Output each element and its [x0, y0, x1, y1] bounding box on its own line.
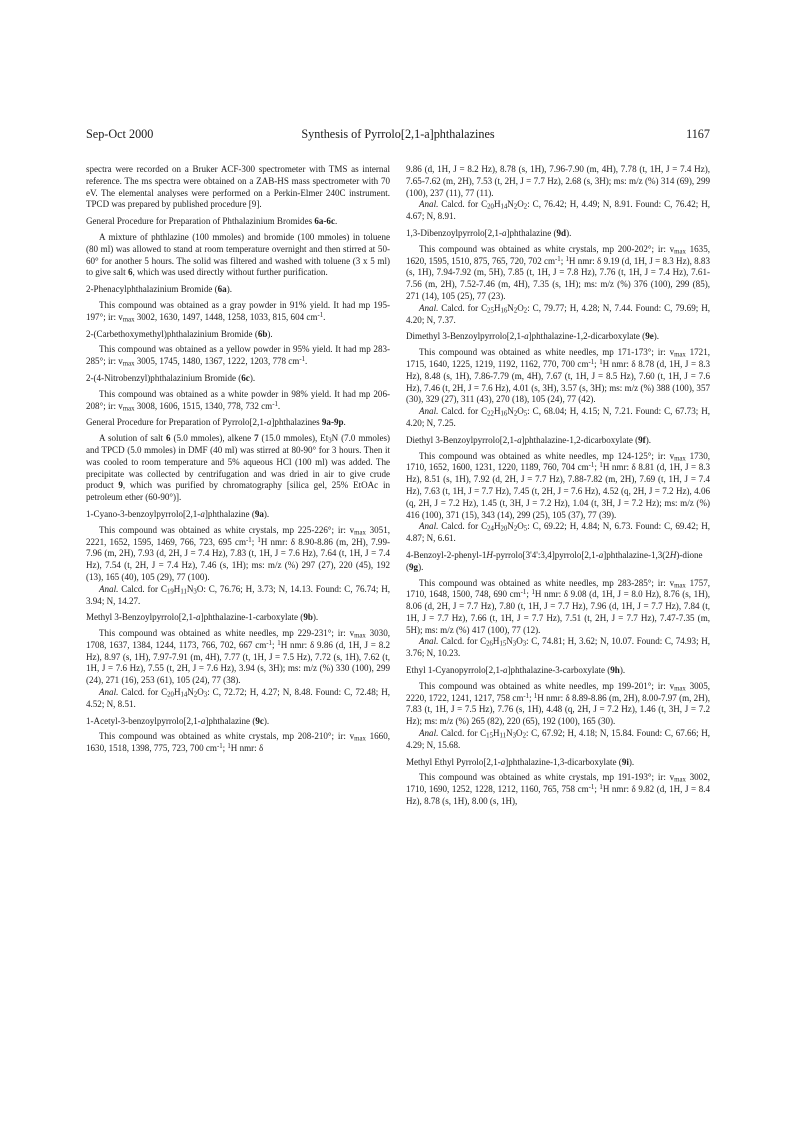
- section-heading: 1-Cyano-3-benzoylpyrrolo[2,1-a]phthalazine (9a).: [86, 508, 270, 519]
- running-head: [86, 126, 710, 142]
- section-heading: Diethyl 3-Benzoylpyrrolo[2,1-a]phthalazine-1,2-dicarboxylate (9f).: [406, 434, 651, 445]
- body-paragraph: This compound was obtained as white needles, mp 283-285°; ir: $v_{max}$ 1757, 1710, 1648, 1500, 748, 690 $cm^{-1}$; $^1$H nmr: δ 9.08 (d, 1H, J = 8.0 Hz), 8.76 (s, 1H), 8.06 (d, 2H, J = 7.7 Hz), 7.80 (t, 1H, J = 7.7 Hz), 7.96 (d, 1H, J = 7.7 Hz), 7.84 (t, 1H, J = 7.7 Hz), 7.66 (t, 1H, J = 7.7 Hz), 7.51 (t, 2H, J = 7.7 Hz), 7.47-7.35 (m, 5H); ms: m/z (%) 417 (100), 77 (12).: [406, 577, 710, 635]
- issue-date: Sep-Oct 2000: [86, 127, 154, 141]
- article-title: Synthesis of Pyrrolo[2,1-a]phthalazines: [301, 127, 495, 141]
- section-heading: Methyl 3-Benzoylpyrrolo[2,1-a]phthalazine-1-carboxylate (9b).: [86, 612, 319, 623]
- body-paragraph: A mixture of phthlazine (100 mmoles) and bromide (100 mmoles) in toluene (80 ml) was allowed to stand at room temperature overnight and then stirred at 50-60° for another 5 hours. The solid was filtered and washed with toluene (3 x 5 ml) to give salt 6, which was used directly without further purification.: [86, 231, 390, 278]
- section-heading: 2-(Carbethoxymethyl)phthalazinium Bromide (6b).: [86, 328, 273, 339]
- body-paragraph: This compound was obtained as white needles, mp 171-173°; ir: $v_{max}$ 1721, 1715, 1640, 1225, 1219, 1192, 1162, 770, 700 $cm^{-1}$; $^1$H nmr: δ 8.78 (d, 1H, J = 8.3 Hz), 8.48 (s, 1H), 7.86-7.79 (m, 4H), 7.67 (t, 1H, J = 8.5 Hz), 7.60 (t, 1H, J = 7.6 Hz), 7.46 (t, 2H, J = 7.6 Hz), 4.01 (s, 3H), 3.57 (s, 3H); ms: m/z (%) 388 (100), 357 (30), 329 (27), 311 (43), 270 (18), 105 (24), 77 (42).: [406, 347, 711, 405]
- body-paragraph: This compound was obtained as a white powder in 98% yield. It had mp 206-208°; ir: $v_{max}$ 3008, 1606, 1515, 1340, 778, 732 $cm^{-1}$.: [86, 388, 390, 413]
- body-paragraph: A solution of salt 6 (5.0 mmoles), alkene 7 (15.0 mmoles), $Et_3N$ (7.0 mmoles) and TPCD (5.0 mmoles) in DMF (40 ml) was stirred at 80-90° for 3 hours. Then it was cooled to room temperature and 5% aqueous HCl (100 ml) was added. The precipitate was collected by centrifugation and was dried in air to give crude product 9, which was purified by chromatography [silica gel, 25% EtOAc in petroleum ether (60-90°)].: [86, 433, 390, 503]
- right-column: [406, 164, 710, 808]
- body-paragraph: Anal. Calcd. for $C_{19}H_{11}N_3O$: C, 76.76; H, 3.73; N, 14.13. Found: C, 76.74; H, 3.94; N, 14.27.: [86, 583, 391, 606]
- body-paragraph: This compound was obtained as white needles, mp 229-231°; ir: $v_{max}$ 3030, 1708, 1637, 1384, 1244, 1173, 766, 702, 667 $cm^{-1}$; $^1$H nmr: δ 9.86 (d, 1H, J = 8.2 Hz), 8.97 (s, 1H), 7.97-7.91 (m, 4H), 7.77 (t, 1H, J = 7.5 Hz), 7.72 (s, 1H), 7.62 (t, 1H, J = 7.6 Hz), 7.55 (t, 2H, J = 7.6 Hz), 3.94 (s, 3H); ms: m/z (%) 330 (100), 299 (24), 271 (16), 253 (61), 105 (24), 77 (38).: [86, 628, 391, 686]
- left-column: [86, 164, 390, 755]
- section-heading: General Procedure for Preparation of Pyrrolo[2,1-a]phthalazines 9a-9p.: [86, 417, 346, 428]
- section-heading: General Procedure for Preparation of Phthalazinium Bromides 6a-6c.: [86, 216, 338, 227]
- body-paragraph: Anal. Calcd. for $C_{20}H_{14}N_2O_3$: C, 72.72; H, 4.27; N, 8.48. Found: C, 72.48; H, 4.52; N, 8.51.: [86, 687, 390, 709]
- body-paragraph: 9.86 (d, 1H, J = 8.2 Hz), 8.78 (s, 1H), 7.96-7.90 (m, 4H), 7.78 (t, 1H, J = 7.4 Hz), 7.65-7.62 (m, 2H), 7.53 (t, 2H, J = 7.7 Hz), 2.68 (s, 3H); ms: m/z (%) 314 (69), 299 (100), 237 (11), 77 (11).: [406, 164, 710, 198]
- section-heading: Dimethyl 3-Benzoylpyrrolo[2,1-a]phthalazine-1,2-dicarboxylate (9e).: [406, 331, 660, 342]
- body-paragraph: Anal. Calcd. for $C_{24}H_{20}N_2O_5$: C, 69.22; H, 4.84; N, 6.73. Found: C, 69.42; H, 4.87; N, 6.61.: [406, 521, 710, 544]
- body-paragraph: This compound was obtained as white crystals, mp 225-226°; ir: $v_{max}$ 3051, 2221, 1652, 1595, 1469, 766, 723, 695 $cm^{-1}$; $^1$H nmr: δ 8.90-8.86 (m, 2H), 7.99-7.96 (m, 2H), 7.93 (d, 2H, J = 7.4 Hz), 7.83 (t, 1H, J = 7.6 Hz), 7.64 (t, 1H, J = 7.4 Hz), 7.54 (t, 2H, J = 7.4 Hz), 7.46 (s, 1H); ms: m/z (%) 297 (27), 220 (45), 192 (13), 165 (40), 105 (29), 77 (100).: [86, 524, 390, 582]
- section-heading: 1-Acetyl-3-benzoylpyrrolo[2,1-a]phthalazine (9c).: [86, 715, 270, 726]
- body-paragraph: Anal. Calcd. for $C_{26}H_{15}N_3O_3$: C, 74.81; H, 3.62; N, 10.07. Found: C, 74.93; H, 3.76; N, 10.23.: [406, 636, 710, 659]
- body-paragraph: Anal. Calcd. for $C_{25}H_{16}N_2O_2$: C, 79.77; H, 4.28; N, 7.44. Found: C, 79.69; H, 4.20; N, 7.37.: [406, 302, 710, 325]
- body-paragraph: This compound was obtained as white crystals, mp 208-210°; ir: $v_{max}$ 1660, 1630, 1518, 1398, 775, 723, 700 $cm^{-1}$; $^1$H nmr: δ: [86, 731, 390, 754]
- section-heading: 1,3-Dibenzoylpyrrolo[2,1-a]phthalazine (9d).: [406, 227, 572, 238]
- section-heading: 2-Phenacylphthalazinium Bromide (6a).: [86, 284, 232, 295]
- body-paragraph: This compound was obtained as white needles, mp 124-125°; ir: $v_{max}$ 1730, 1710, 1652, 1600, 1231, 1220, 1189, 760, 704 $cm^{-1}$; $^1$H nmr: δ 8.81 (d, 1H, J = 8.3 Hz), 8.51 (s, 1H), 7.92 (d, 2H, J = 7.7 Hz), 7.88-7.82 (m, 2H), 7.69 (t, 1H, J = 7.4 Hz), 7.63 (t, 1H, J = 7.7 Hz), 7.45 (t, 2H, J = 7.6 Hz), 4.52 (q, 2H, J = 7.2 Hz), 4.06 (q, 2H, J = 7.2 Hz), 1.45 (t, 3H, J = 7.2 Hz), 1.04 (t, 3H, J = 7.2 Hz); ms: m/z (%) 416 (100), 371 (15), 343 (14), 299 (25), 105 (37), 77 (39).: [406, 450, 711, 520]
- section-heading: Methyl Ethyl Pyrrolo[2,1-a]phthalazine-1,3-dicarboxylate (9i).: [406, 756, 635, 767]
- body-paragraph: This compound was obtained as white crystals, mp 191-193°; ir: $v_{max}$ 3002, 1710, 1690, 1252, 1228, 1212, 1160, 765, 758 $cm^{-1}$; $^1$H nmr: δ 9.82 (d, 1H, J = 8.4 Hz), 8.78 (s, 1H), 8.00 (s, 1H),: [406, 772, 711, 807]
- body-paragraph: This compound was obtained as white crystals, mp 200-202°; ir: $v_{max}$ 1635, 1620, 1595, 1510, 875, 765, 720, 702 $cm^{-1}$; $^1$H nmr: δ 9.19 (d, 1H, J = 8.3 Hz), 8.83 (s, 1H), 7.94-7.92 (m, 5H), 7.85 (t, 1H, J = 7.8 Hz), 7.76 (t, 1H, J = 7.4 Hz), 7.61-7.56 (m, 2H), 7.52-7.46 (m, 4H), 7.35 (s, 1H); ms: m/z (%) 376 (100), 299 (85), 271 (14), 105 (25), 77 (23).: [406, 243, 710, 301]
- section-heading: 2-(4-Nitrobenzyl)phthalazinium Bromide (6c).: [86, 372, 256, 383]
- body-paragraph: Anal. Calcd. for $C_{20}H_{14}N_2O_2$: C, 76.42; H, 4.49; N, 8.91. Found: C, 76.42; H, 4.67; N, 8.91.: [406, 199, 710, 222]
- body-paragraph: This compound was obtained as white needles, mp 199-201°; ir: $v_{max}$ 3005, 2220, 1722, 1241, 1217, 758 $cm^{-1}$; $^1$H nmr: δ 8.89-8.86 (m, 2H), 8.00-7.97 (m, 2H), 7.83 (t, 1H, J = 7.5 Hz), 7.76 (s, 1H), 4.48 (q, 2H, J = 7.2 Hz), 1.46 (t, 3H, J = 7.2 Hz); ms: m/z (%) 265 (82), 220 (65), 192 (100), 165 (30).: [406, 680, 711, 727]
- body-paragraph: This compound was obtained as a yellow powder in 95% yield. It had mp 283-285°; ir: $v_{max}$ 3005, 1745, 1480, 1367, 1222, 1203, 778 $cm^{-1}$.: [86, 344, 390, 368]
- body-paragraph: spectra were recorded on a Bruker ACF-300 spectrometer with TMS as internal reference. The ms spectra were obtained on a ZAB-HS mass spectrometer with 70 eV. The elemental analyses were performed on a Perkin-Elmer 240C instrument. TPCD was prepared by published procedure [9].: [86, 164, 390, 210]
- page-number: 1167: [686, 127, 710, 141]
- section-heading: 4-Benzoyl-2-phenyl-1H-pyrrolo[3'4':3,4]pyrrolo[2,1-a]phthalazine-1,3(2H)-dione (9g).: [406, 549, 703, 572]
- body-paragraph: Anal. Calcd. for $C_{22}H_{16}N_2O_5$: C, 68.04; H, 4.15; N, 7.21. Found: C, 67.73; H, 4.20; N, 7.25.: [406, 406, 710, 428]
- body-paragraph: Anal. Calcd. for $C_{15}H_{11}N_3O_2$: C, 67.92; H, 4.18; N, 15.84. Found: C, 67.66; H, 4.29; N, 15.68.: [406, 728, 710, 750]
- body-paragraph: This compound was obtained as a gray powder in 91% yield. It had mp 195-197°; ir: $v_{max}$ 3002, 1630, 1497, 1448, 1258, 1033, 815, 604 $cm^{-1}$.: [86, 299, 390, 324]
- section-heading: Ethyl 1-Cyanopyrrolo[2,1-a]phthalazine-3-carboxylate (9h).: [406, 665, 626, 676]
